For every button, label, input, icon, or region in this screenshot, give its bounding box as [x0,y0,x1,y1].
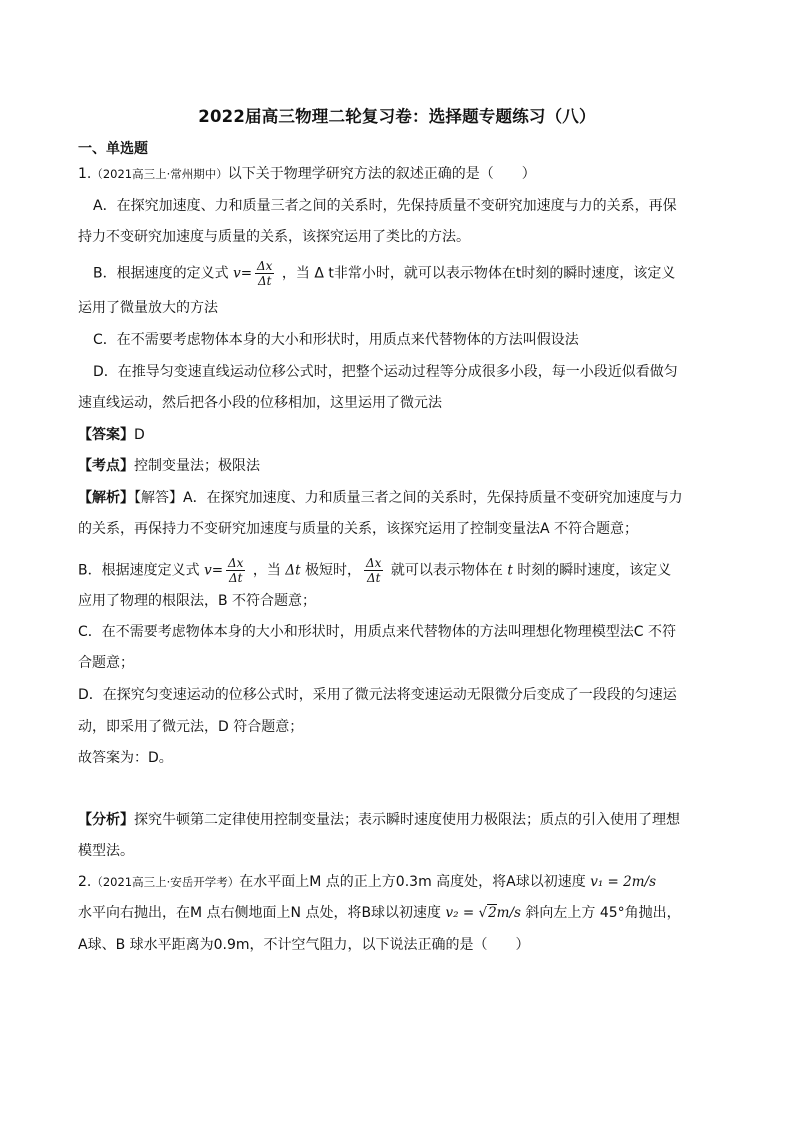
answer-value: D [134,427,145,443]
formula-eq: = [240,265,253,282]
fraction-dx-dt [226,556,245,585]
formula-v2-radicand: 2 [488,905,497,921]
formula-v: v [204,562,212,579]
q2-stem-line1 [78,872,656,892]
fraction-denominator: Δt [228,571,243,585]
explanation-b-rep: 就可以表示物体在 [390,562,503,579]
q2-text: 在水平面上M 点的正上方0.3m 高度处，将A球以初速度 [239,874,586,890]
formula-eq: = [211,562,224,579]
formula-v2: v₂ = √2m/s [445,905,521,921]
explanation-text: 【解答】A．在探究加速度、力和质量三者之间的关系时，先保持质量不变研究加速度与力 [134,490,683,506]
q1-option-b-line1 [93,259,675,288]
q2-source: （2021高三上·安岳开学考） [91,875,240,889]
q1-explanation-c-line1: C．在不需要考虑物体本身的大小和形状时，用质点来代替物体的方法叫理想化物理模型法C 不符 [78,624,676,640]
explanation-b-when: ，当 [252,562,281,579]
q1-explanation-c-line2: 合题意； [78,655,134,671]
formula-v1: v₁ = 2m/s [590,874,657,890]
q1-explanation-b-line1 [78,556,671,585]
q1-explanation-d-line2: 动，即采用了微元法，D 符合题意； [78,719,304,735]
q1-answer [78,425,145,445]
fraction-numerator: Δx [257,259,273,273]
q1-explanation-b-line2: 应用了物理的根限法，B 不符合题意； [78,593,317,609]
q1-stem [78,164,536,184]
knowledge-tag: 【考点】 [78,458,134,474]
formula-t: t [507,562,513,579]
fraction-denominator: Δt [366,571,381,585]
q1-option-b-tail: ，当 Δ t非常小时，就可以表示物体在t时刻的瞬时速度，该定义 [281,265,676,282]
fraction-numerator: Δx [366,556,382,570]
q1-option-d-line2: 速直线运动，然后把各小段的位移相加，这里运用了微元法 [78,395,442,411]
q2-text: 斜向左上方 45°角抛出， [525,905,681,921]
q2-stem-line3: A球、B 球水平距离为0.9m，不计空气阻力，以下说法正确的是（ ） [78,937,530,953]
q1-stem-text: 以下关于物理学研究方法的叙述正确的是（ ） [227,166,536,182]
q1-knowledge-point [78,456,260,476]
analysis-text: 探究牛顿第二定律使用控制变量法；表示瞬时速度使用力极限法；质点的引入使用了理想 [134,812,680,828]
explanation-b-text: B．根据速度定义式 [78,562,200,579]
q1-explanation-line1 [78,488,683,508]
q2-number: 2. [78,874,92,890]
explanation-tag: 【解析】 [78,490,134,506]
q1-analysis-line1 [78,810,680,830]
knowledge-value: 控制变量法；极限法 [134,458,260,474]
formula-v2-lhs: v₂ = [445,905,479,921]
section-heading: 一、单选题 [78,141,148,157]
q1-number: 1. [78,166,92,182]
q1-option-a-line2: 持力不变研究加速度与质量的关系，该探究运用了类比的方法。 [78,229,470,245]
analysis-tag: 【分析】 [78,812,134,828]
q1-option-d-line1: D．在推导匀变速直线运动位移公式时，把整个运动过程等分成很多小段，每一小段近似看做匀 [93,364,678,380]
q1-option-b-line2: 运用了微量放大的方法 [78,300,218,316]
q2-text: 水平向右抛出，在M 点右侧地面上N 点处，将B球以初速度 [78,905,442,921]
q1-option-a-line1: A．在探究加速度、力和质量三者之间的关系时，先保持质量不变研究加速度与力的关系，再保 [93,198,677,214]
q1-analysis-line2: 模型法。 [78,843,134,859]
page-title: 2022届高三物理二轮复习卷：选择题专题练习（八） [198,107,596,126]
fraction-dx-dt [255,259,274,288]
q1-final-answer: 故答案为：D。 [78,750,173,766]
q1-option-c: C．在不需要考虑物体本身的大小和形状时，用质点来代替物体的方法叫假设法 [93,332,579,348]
fraction-denominator: Δt [257,274,272,288]
q1-explanation-line2: 的关系，再保持力不变研究加速度与质量的关系，该探究运用了控制变量法A 不符合题意； [78,521,639,537]
formula-v: v [233,265,241,282]
fraction-numerator: Δx [228,556,244,570]
explanation-b-tail: 时刻的瞬时速度，该定义 [517,562,672,579]
q1-option-b-text: B．根据速度的定义式 [93,265,229,282]
explanation-b-short: 极短时， [305,562,361,579]
formula-v2-unit: m/s [496,905,521,921]
formula-dt: Δt [285,562,301,579]
answer-tag: 【答案】 [78,427,134,443]
q2-stem-line2 [78,903,681,923]
q1-explanation-d-line1: D．在探究匀变速运动的位移公式时，采用了微元法将变速运动无限微分后变成了一段段的匀速运 [78,687,677,703]
fraction-dx-dt [364,556,383,585]
q1-source: （2021高三上·常州期中） [91,167,228,181]
